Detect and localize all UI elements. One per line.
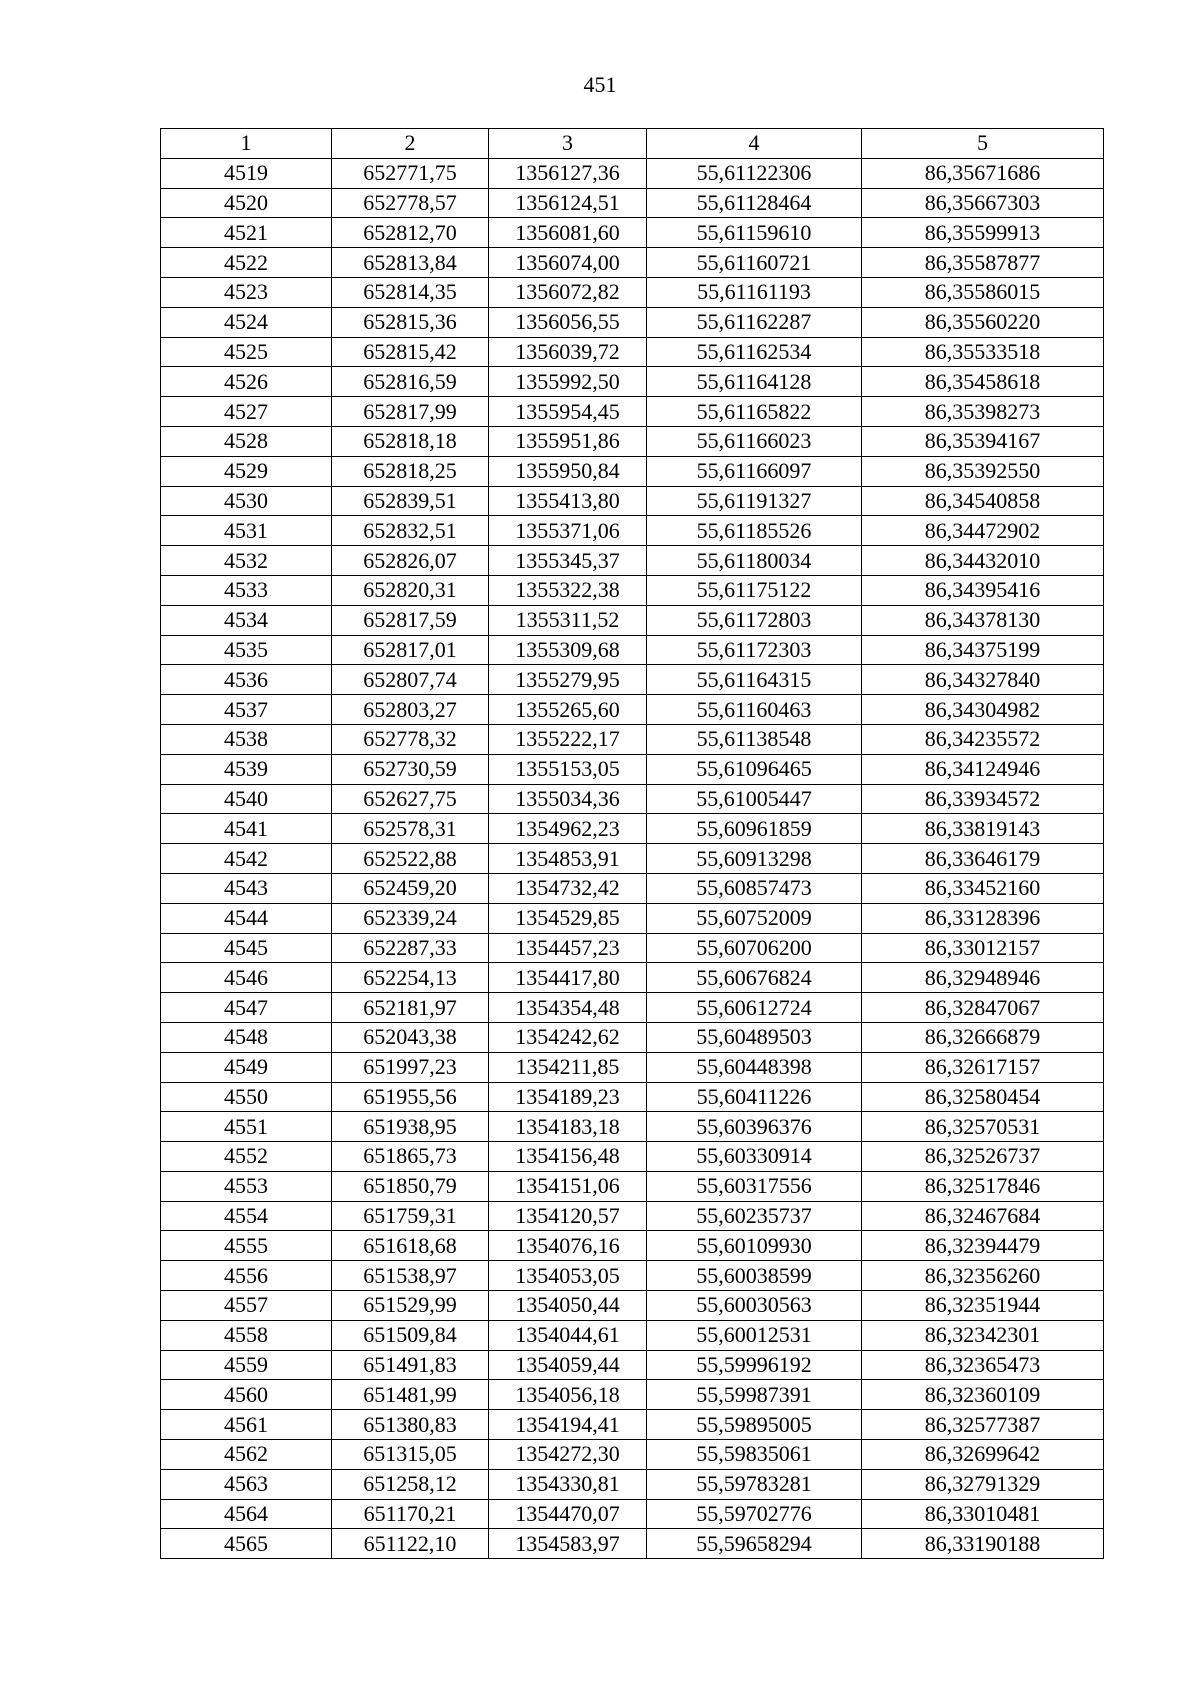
table-cell: 652813,84 <box>332 248 489 278</box>
table-cell: 55,60038599 <box>647 1261 862 1291</box>
table-cell: 86,32617157 <box>862 1052 1104 1082</box>
table-cell: 55,60961859 <box>647 814 862 844</box>
table-cell: 4543 <box>161 873 332 903</box>
table-cell: 86,35599913 <box>862 218 1104 248</box>
table-cell: 652522,88 <box>332 844 489 874</box>
table-cell: 652339,24 <box>332 903 489 933</box>
table-cell: 55,59996192 <box>647 1350 862 1380</box>
table-cell: 651865,73 <box>332 1142 489 1172</box>
table-cell: 651380,83 <box>332 1410 489 1440</box>
table-cell: 86,33012157 <box>862 933 1104 963</box>
table-cell: 651491,83 <box>332 1350 489 1380</box>
table-cell: 1355992,50 <box>489 367 647 397</box>
table-cell: 86,34327840 <box>862 665 1104 695</box>
table-cell: 652832,51 <box>332 516 489 546</box>
table-cell: 652839,51 <box>332 486 489 516</box>
table-cell: 1355371,06 <box>489 516 647 546</box>
table-cell: 86,34540858 <box>862 486 1104 516</box>
table-cell: 652778,57 <box>332 188 489 218</box>
table-row <box>161 1380 1104 1410</box>
table-cell: 1355954,45 <box>489 397 647 427</box>
table-cell: 4528 <box>161 426 332 456</box>
table-cell: 55,61122306 <box>647 158 862 188</box>
table-cell: 55,60317556 <box>647 1171 862 1201</box>
column-header: 4 <box>647 129 862 159</box>
table-cell: 652814,35 <box>332 277 489 307</box>
table-row <box>161 754 1104 784</box>
table-row <box>161 1469 1104 1499</box>
table-cell: 652803,27 <box>332 695 489 725</box>
table-cell: 1354962,23 <box>489 814 647 844</box>
table-cell: 651258,12 <box>332 1469 489 1499</box>
table-row <box>161 993 1104 1023</box>
table-cell: 1356124,51 <box>489 188 647 218</box>
table-cell: 1356039,72 <box>489 337 647 367</box>
table-cell: 1354053,05 <box>489 1261 647 1291</box>
table-cell: 86,35671686 <box>862 158 1104 188</box>
table-cell: 55,60612724 <box>647 993 862 1023</box>
table-cell: 4537 <box>161 695 332 725</box>
table-cell: 4521 <box>161 218 332 248</box>
table-cell: 55,61165822 <box>647 397 862 427</box>
table-cell: 4527 <box>161 397 332 427</box>
table-cell: 55,61185526 <box>647 516 862 546</box>
table-cell: 1354194,41 <box>489 1410 647 1440</box>
table-cell: 55,60235737 <box>647 1201 862 1231</box>
table-cell: 55,60330914 <box>647 1142 862 1172</box>
table-cell: 86,34124946 <box>862 754 1104 784</box>
table-cell: 652812,70 <box>332 218 489 248</box>
table-cell: 55,61160463 <box>647 695 862 725</box>
table-cell: 55,59783281 <box>647 1469 862 1499</box>
table-row <box>161 724 1104 754</box>
table-row <box>161 695 1104 725</box>
table-cell: 86,32791329 <box>862 1469 1104 1499</box>
table-cell: 1354059,44 <box>489 1350 647 1380</box>
table-cell: 1354050,44 <box>489 1291 647 1321</box>
table-row <box>161 1052 1104 1082</box>
table-cell: 652254,13 <box>332 963 489 993</box>
table-cell: 86,35458618 <box>862 367 1104 397</box>
table-cell: 55,61172803 <box>647 605 862 635</box>
table-cell: 1354853,91 <box>489 844 647 874</box>
table-cell: 4555 <box>161 1231 332 1261</box>
table-row <box>161 367 1104 397</box>
table-cell: 651955,56 <box>332 1082 489 1112</box>
table-cell: 4557 <box>161 1291 332 1321</box>
table-cell: 86,33646179 <box>862 844 1104 874</box>
table-cell: 55,60030563 <box>647 1291 862 1321</box>
table-cell: 55,61172303 <box>647 635 862 665</box>
table-cell: 4525 <box>161 337 332 367</box>
table-cell: 651170,21 <box>332 1499 489 1529</box>
table-cell: 1355265,60 <box>489 695 647 725</box>
table-cell: 86,32394479 <box>862 1231 1104 1261</box>
table-cell: 55,61164315 <box>647 665 862 695</box>
table-cell: 652730,59 <box>332 754 489 784</box>
table-cell: 1356127,36 <box>489 158 647 188</box>
table-cell: 1354529,85 <box>489 903 647 933</box>
table-cell: 1354189,23 <box>489 1082 647 1112</box>
table-cell: 652807,74 <box>332 665 489 695</box>
table-row <box>161 486 1104 516</box>
table-cell: 86,32526737 <box>862 1142 1104 1172</box>
table-cell: 651850,79 <box>332 1171 489 1201</box>
table-cell: 86,32467684 <box>862 1201 1104 1231</box>
table-row <box>161 1410 1104 1440</box>
table-cell: 651759,31 <box>332 1201 489 1231</box>
table-cell: 4532 <box>161 546 332 576</box>
table-cell: 55,59658294 <box>647 1529 862 1559</box>
table-cell: 55,59835061 <box>647 1440 862 1470</box>
table-cell: 1355413,80 <box>489 486 647 516</box>
table-cell: 86,34304982 <box>862 695 1104 725</box>
table-cell: 55,59702776 <box>647 1499 862 1529</box>
table-cell: 1356056,55 <box>489 307 647 337</box>
table-cell: 1354120,57 <box>489 1201 647 1231</box>
table-cell: 652826,07 <box>332 546 489 576</box>
table-cell: 652181,97 <box>332 993 489 1023</box>
table-cell: 4542 <box>161 844 332 874</box>
table-cell: 4519 <box>161 158 332 188</box>
table-cell: 86,32356260 <box>862 1261 1104 1291</box>
table-body <box>161 158 1104 1558</box>
table-cell: 55,60411226 <box>647 1082 862 1112</box>
table-cell: 86,35587877 <box>862 248 1104 278</box>
table-cell: 55,61005447 <box>647 784 862 814</box>
table-cell: 4558 <box>161 1320 332 1350</box>
coordinates-table <box>160 128 1104 1559</box>
table-cell: 86,33190188 <box>862 1529 1104 1559</box>
table-cell: 1354151,06 <box>489 1171 647 1201</box>
table-cell: 1355309,68 <box>489 635 647 665</box>
table-cell: 652820,31 <box>332 575 489 605</box>
table-cell: 1354183,18 <box>489 1112 647 1142</box>
table-cell: 86,32351944 <box>862 1291 1104 1321</box>
table-cell: 86,35586015 <box>862 277 1104 307</box>
table-cell: 55,61162534 <box>647 337 862 367</box>
table-cell: 652459,20 <box>332 873 489 903</box>
table-cell: 651509,84 <box>332 1320 489 1350</box>
table-cell: 55,61166023 <box>647 426 862 456</box>
table-cell: 4562 <box>161 1440 332 1470</box>
table-cell: 55,60448398 <box>647 1052 862 1082</box>
table-cell: 1354583,97 <box>489 1529 647 1559</box>
table-cell: 55,61138548 <box>647 724 862 754</box>
table-cell: 55,61159610 <box>647 218 862 248</box>
table-row <box>161 1320 1104 1350</box>
table-cell: 4529 <box>161 456 332 486</box>
table-cell: 1354056,18 <box>489 1380 647 1410</box>
column-header: 1 <box>161 129 332 159</box>
table-cell: 55,60109930 <box>647 1231 862 1261</box>
table-cell: 652578,31 <box>332 814 489 844</box>
table-row <box>161 1022 1104 1052</box>
table-cell: 4553 <box>161 1171 332 1201</box>
table-cell: 55,61191327 <box>647 486 862 516</box>
table-cell: 55,60489503 <box>647 1022 862 1052</box>
table-cell: 86,34395416 <box>862 575 1104 605</box>
table-cell: 4531 <box>161 516 332 546</box>
table-row <box>161 963 1104 993</box>
table-cell: 651618,68 <box>332 1231 489 1261</box>
table-cell: 4520 <box>161 188 332 218</box>
table-cell: 4554 <box>161 1201 332 1231</box>
table-cell: 55,61128464 <box>647 188 862 218</box>
table-cell: 86,33128396 <box>862 903 1104 933</box>
table-row <box>161 1142 1104 1172</box>
table-row <box>161 1082 1104 1112</box>
table-row <box>161 188 1104 218</box>
table-cell: 652287,33 <box>332 933 489 963</box>
table-cell: 4534 <box>161 605 332 635</box>
table-cell: 651538,97 <box>332 1261 489 1291</box>
table-cell: 4550 <box>161 1082 332 1112</box>
table-cell: 55,61096465 <box>647 754 862 784</box>
table-cell: 86,32517846 <box>862 1171 1104 1201</box>
table-cell: 86,33010481 <box>862 1499 1104 1529</box>
table-cell: 1354044,61 <box>489 1320 647 1350</box>
table-row <box>161 1201 1104 1231</box>
table-cell: 86,32948946 <box>862 963 1104 993</box>
table-cell: 86,33819143 <box>862 814 1104 844</box>
table-cell: 652818,25 <box>332 456 489 486</box>
table-cell: 1354272,30 <box>489 1440 647 1470</box>
table-cell: 55,61175122 <box>647 575 862 605</box>
table-cell: 55,60012531 <box>647 1320 862 1350</box>
table-cell: 4547 <box>161 993 332 1023</box>
table-cell: 652815,36 <box>332 307 489 337</box>
table-cell: 86,35394167 <box>862 426 1104 456</box>
table-cell: 1355034,36 <box>489 784 647 814</box>
table-row <box>161 1350 1104 1380</box>
table-row <box>161 933 1104 963</box>
table-row <box>161 277 1104 307</box>
table-cell: 4535 <box>161 635 332 665</box>
table-cell: 651938,95 <box>332 1112 489 1142</box>
table-cell: 1355345,37 <box>489 546 647 576</box>
table-cell: 4522 <box>161 248 332 278</box>
column-header: 3 <box>489 129 647 159</box>
table-cell: 55,60913298 <box>647 844 862 874</box>
table-cell: 651529,99 <box>332 1291 489 1321</box>
table-cell: 4526 <box>161 367 332 397</box>
table-row <box>161 814 1104 844</box>
table-cell: 4564 <box>161 1499 332 1529</box>
table-cell: 4536 <box>161 665 332 695</box>
table-cell: 86,34378130 <box>862 605 1104 635</box>
table-row <box>161 1171 1104 1201</box>
table-row <box>161 635 1104 665</box>
table-cell: 4548 <box>161 1022 332 1052</box>
table-header <box>161 129 1104 159</box>
table-cell: 55,60857473 <box>647 873 862 903</box>
table-cell: 4538 <box>161 724 332 754</box>
table-cell: 651122,10 <box>332 1529 489 1559</box>
table-cell: 4556 <box>161 1261 332 1291</box>
table-cell: 55,60676824 <box>647 963 862 993</box>
table-row <box>161 426 1104 456</box>
table-cell: 86,35398273 <box>862 397 1104 427</box>
table-cell: 4549 <box>161 1052 332 1082</box>
table-row <box>161 575 1104 605</box>
table-cell: 4546 <box>161 963 332 993</box>
table-cell: 1356081,60 <box>489 218 647 248</box>
table-cell: 1356074,00 <box>489 248 647 278</box>
table-cell: 1354242,62 <box>489 1022 647 1052</box>
table-cell: 4530 <box>161 486 332 516</box>
table-cell: 4545 <box>161 933 332 963</box>
table-cell: 86,33452160 <box>862 873 1104 903</box>
table-cell: 4541 <box>161 814 332 844</box>
table-cell: 86,32365473 <box>862 1350 1104 1380</box>
header-row <box>161 129 1104 159</box>
table-row <box>161 903 1104 933</box>
table-cell: 55,61164128 <box>647 367 862 397</box>
table-cell: 86,35533518 <box>862 337 1104 367</box>
table-row <box>161 1291 1104 1321</box>
table-row <box>161 1261 1104 1291</box>
table-cell: 86,35667303 <box>862 188 1104 218</box>
table-row <box>161 1440 1104 1470</box>
column-header: 5 <box>862 129 1104 159</box>
table-cell: 652817,59 <box>332 605 489 635</box>
table-cell: 4524 <box>161 307 332 337</box>
table-cell: 1355311,52 <box>489 605 647 635</box>
table-cell: 86,32577387 <box>862 1410 1104 1440</box>
column-header: 2 <box>332 129 489 159</box>
table-cell: 652815,42 <box>332 337 489 367</box>
table-row <box>161 218 1104 248</box>
table-cell: 55,61180034 <box>647 546 862 576</box>
table-cell: 55,59895005 <box>647 1410 862 1440</box>
table-cell: 4540 <box>161 784 332 814</box>
table-cell: 1354470,07 <box>489 1499 647 1529</box>
table-row <box>161 844 1104 874</box>
table-cell: 652043,38 <box>332 1022 489 1052</box>
table-cell: 4560 <box>161 1380 332 1410</box>
table-row <box>161 1231 1104 1261</box>
table-cell: 4552 <box>161 1142 332 1172</box>
table-cell: 55,61166097 <box>647 456 862 486</box>
table-cell: 86,34432010 <box>862 546 1104 576</box>
table-cell: 4561 <box>161 1410 332 1440</box>
table-cell: 86,33934572 <box>862 784 1104 814</box>
table-cell: 55,61161193 <box>647 277 862 307</box>
table-cell: 86,32666879 <box>862 1022 1104 1052</box>
table-row <box>161 873 1104 903</box>
table-cell: 1355279,95 <box>489 665 647 695</box>
table-cell: 86,32360109 <box>862 1380 1104 1410</box>
table-cell: 1354156,48 <box>489 1142 647 1172</box>
table-cell: 55,59987391 <box>647 1380 862 1410</box>
table-cell: 1354076,16 <box>489 1231 647 1261</box>
table-cell: 1355222,17 <box>489 724 647 754</box>
table-row <box>161 337 1104 367</box>
table-cell: 55,61162287 <box>647 307 862 337</box>
table-cell: 4533 <box>161 575 332 605</box>
table-cell: 86,32847067 <box>862 993 1104 1023</box>
table-cell: 86,32570531 <box>862 1112 1104 1142</box>
table-cell: 652816,59 <box>332 367 489 397</box>
table-cell: 651481,99 <box>332 1380 489 1410</box>
table-cell: 86,34375199 <box>862 635 1104 665</box>
table-row <box>161 784 1104 814</box>
table-row <box>161 397 1104 427</box>
table-cell: 55,60752009 <box>647 903 862 933</box>
table-cell: 4563 <box>161 1469 332 1499</box>
table-cell: 55,61160721 <box>647 248 862 278</box>
table-cell: 1354354,48 <box>489 993 647 1023</box>
table-row <box>161 1529 1104 1559</box>
table-cell: 1354457,23 <box>489 933 647 963</box>
table-row <box>161 1499 1104 1529</box>
table-cell: 652817,01 <box>332 635 489 665</box>
table-cell: 4523 <box>161 277 332 307</box>
table-row <box>161 546 1104 576</box>
table-cell: 86,32580454 <box>862 1082 1104 1112</box>
table-cell: 86,34235572 <box>862 724 1104 754</box>
table-cell: 86,32342301 <box>862 1320 1104 1350</box>
table-row <box>161 307 1104 337</box>
table-cell: 4565 <box>161 1529 332 1559</box>
table-cell: 4551 <box>161 1112 332 1142</box>
table-cell: 652817,99 <box>332 397 489 427</box>
table-row <box>161 605 1104 635</box>
table-cell: 1355322,38 <box>489 575 647 605</box>
table-row <box>161 158 1104 188</box>
table-row <box>161 516 1104 546</box>
table-cell: 652778,32 <box>332 724 489 754</box>
table-cell: 1354211,85 <box>489 1052 647 1082</box>
table-row <box>161 456 1104 486</box>
table-cell: 1354330,81 <box>489 1469 647 1499</box>
table-cell: 1356072,82 <box>489 277 647 307</box>
table-cell: 4559 <box>161 1350 332 1380</box>
table-row <box>161 248 1104 278</box>
table-cell: 4544 <box>161 903 332 933</box>
table-cell: 651315,05 <box>332 1440 489 1470</box>
page-number: 451 <box>583 72 617 97</box>
table-cell: 86,34472902 <box>862 516 1104 546</box>
table-cell: 55,60396376 <box>647 1112 862 1142</box>
table-cell: 1355951,86 <box>489 426 647 456</box>
table-cell: 651997,23 <box>332 1052 489 1082</box>
table-cell: 1355153,05 <box>489 754 647 784</box>
table-cell: 4539 <box>161 754 332 784</box>
table-cell: 1355950,84 <box>489 456 647 486</box>
table-row <box>161 665 1104 695</box>
table-cell: 86,35560220 <box>862 307 1104 337</box>
table-cell: 86,32699642 <box>862 1440 1104 1470</box>
table-cell: 55,60706200 <box>647 933 862 963</box>
table-cell: 652818,18 <box>332 426 489 456</box>
table-row <box>161 1112 1104 1142</box>
table-cell: 1354732,42 <box>489 873 647 903</box>
table-cell: 652627,75 <box>332 784 489 814</box>
table-cell: 1354417,80 <box>489 963 647 993</box>
table-cell: 652771,75 <box>332 158 489 188</box>
table-cell: 86,35392550 <box>862 456 1104 486</box>
